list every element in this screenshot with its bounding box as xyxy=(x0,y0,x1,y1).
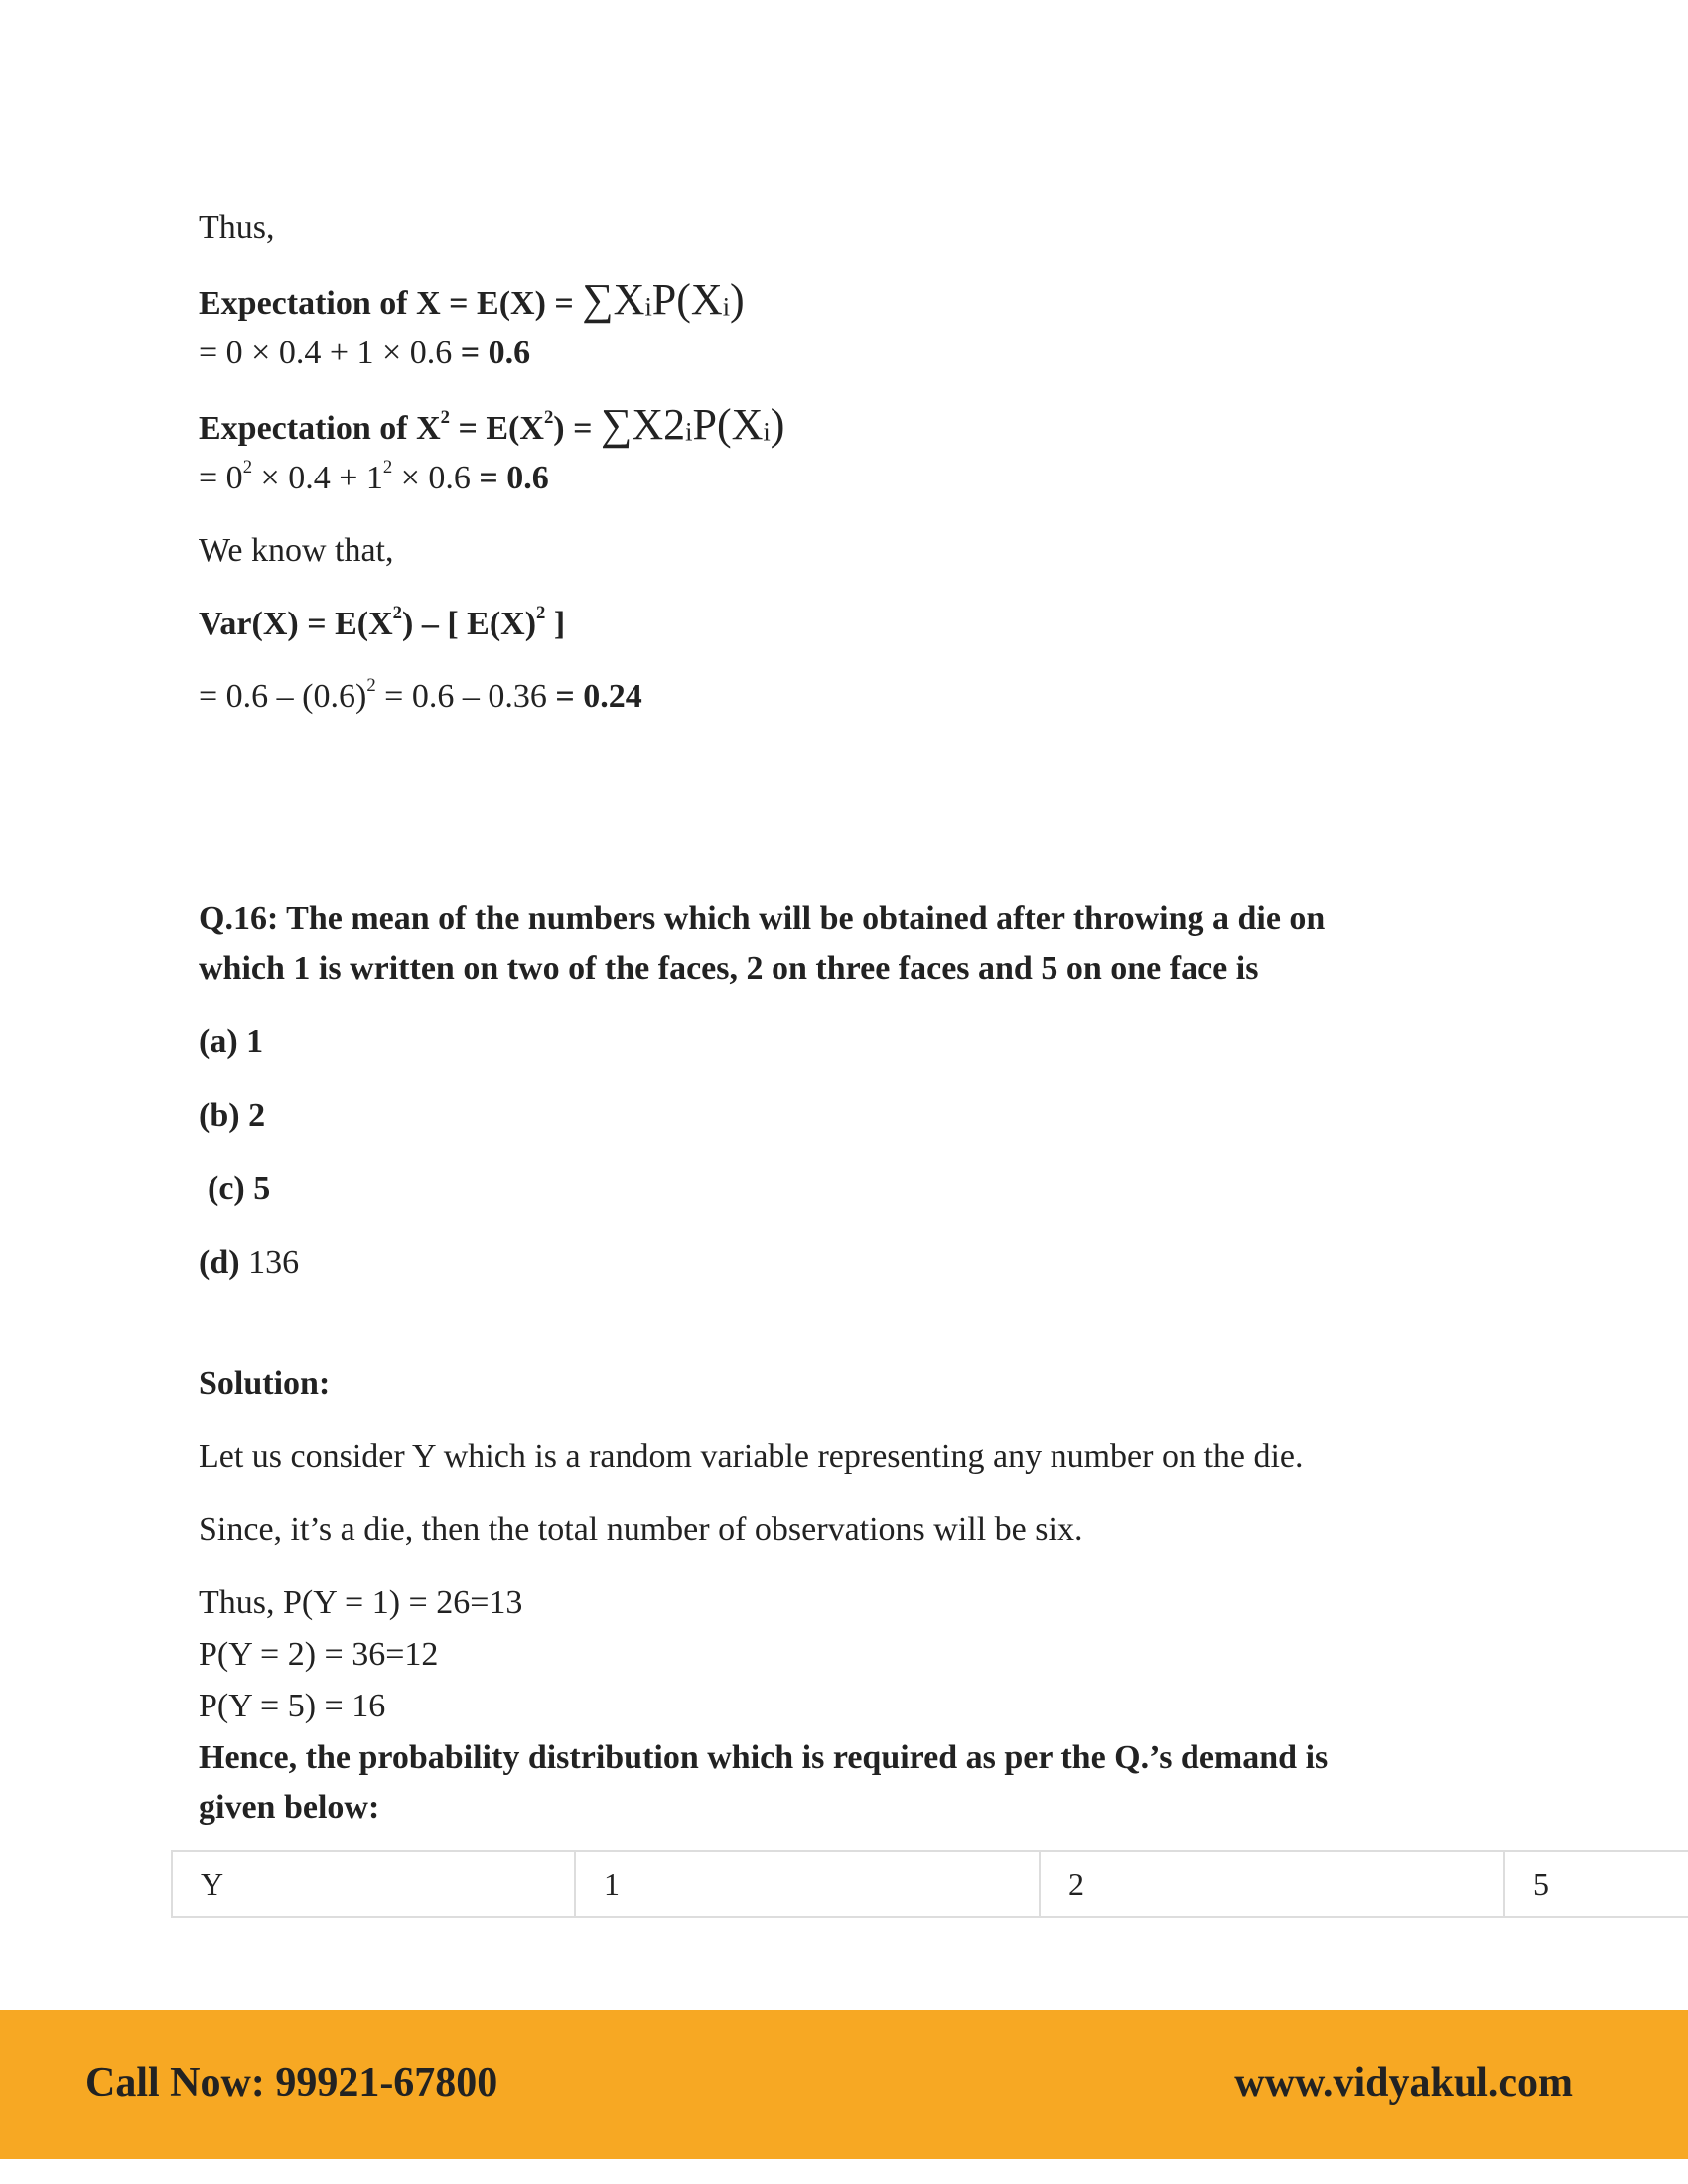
expectation-x2-calc: = $0^2 \times 0.4 + 1^2 \times 0.6 = 0.6$ xyxy=(199,457,549,496)
footer-banner xyxy=(0,2010,1688,2159)
expectation-x-formula: Expectation of $X = E(X) = \sum X_iP(X_i)$ xyxy=(199,275,745,324)
solution-heading: Solution: xyxy=(199,1365,331,1402)
table-cell: 5 xyxy=(1504,1851,1688,1917)
solution-para-1: Let us consider Y which is a random variable representing any number on the die. xyxy=(199,1438,1304,1475)
solution-para-2: Since, it’s a die, then the total number of observations will be six. xyxy=(199,1511,1083,1548)
probability-y5: P(Y = 5) = 16 xyxy=(199,1688,386,1724)
distribution-table xyxy=(171,1850,1688,1918)
option-c: (c) 5 xyxy=(208,1170,271,1207)
expectation-x-calc: = 0 × 0.4 + 1 × 0.6 = 0.6 xyxy=(199,335,531,371)
probability-y1: Thus, P(Y = 1) = 26=13 xyxy=(199,1584,523,1621)
variance-formula: $Var(X) = E(X^2)$ – [ $E(X)^2$ ] xyxy=(199,603,566,642)
question-title-line1: Q.16: The mean of the numbers which will be obtained after throwing a die on xyxy=(199,900,1326,937)
distribution-intro-line1: Hence, the probability distribution which is required as per the Q.’s demand is xyxy=(199,1739,1329,1776)
table-cell: 2 xyxy=(1040,1851,1504,1917)
we-know-text: We know that, xyxy=(199,532,394,569)
table-row xyxy=(172,1851,1688,1917)
probability-y2: P(Y = 2) = 36=12 xyxy=(199,1636,439,1673)
table-cell: Y xyxy=(172,1851,575,1917)
question-title-line2: which 1 is written on two of the faces, 2 on three faces and 5 on one face is xyxy=(199,950,1259,987)
option-d: (d) 136 xyxy=(199,1244,300,1281)
variance-calc: = $0.6 - (0.6)^2 = 0.6 - 0.36 = 0.24$ xyxy=(199,675,642,715)
table-cell: 1 xyxy=(575,1851,1040,1917)
option-a: (a) 1 xyxy=(199,1024,264,1060)
call-now-text: Call Now: 99921-67800 xyxy=(85,2060,498,2106)
thus-text: Thus, xyxy=(199,209,275,246)
expectation-x2-formula: Expectation of $X^2 = E(X^2) = \sum X2_iP(X_i)$ xyxy=(199,400,785,449)
option-b: (b) 2 xyxy=(199,1097,266,1134)
distribution-intro-line2: given below: xyxy=(199,1789,380,1826)
website-link[interactable]: www.vidyakul.com xyxy=(1234,2060,1573,2106)
